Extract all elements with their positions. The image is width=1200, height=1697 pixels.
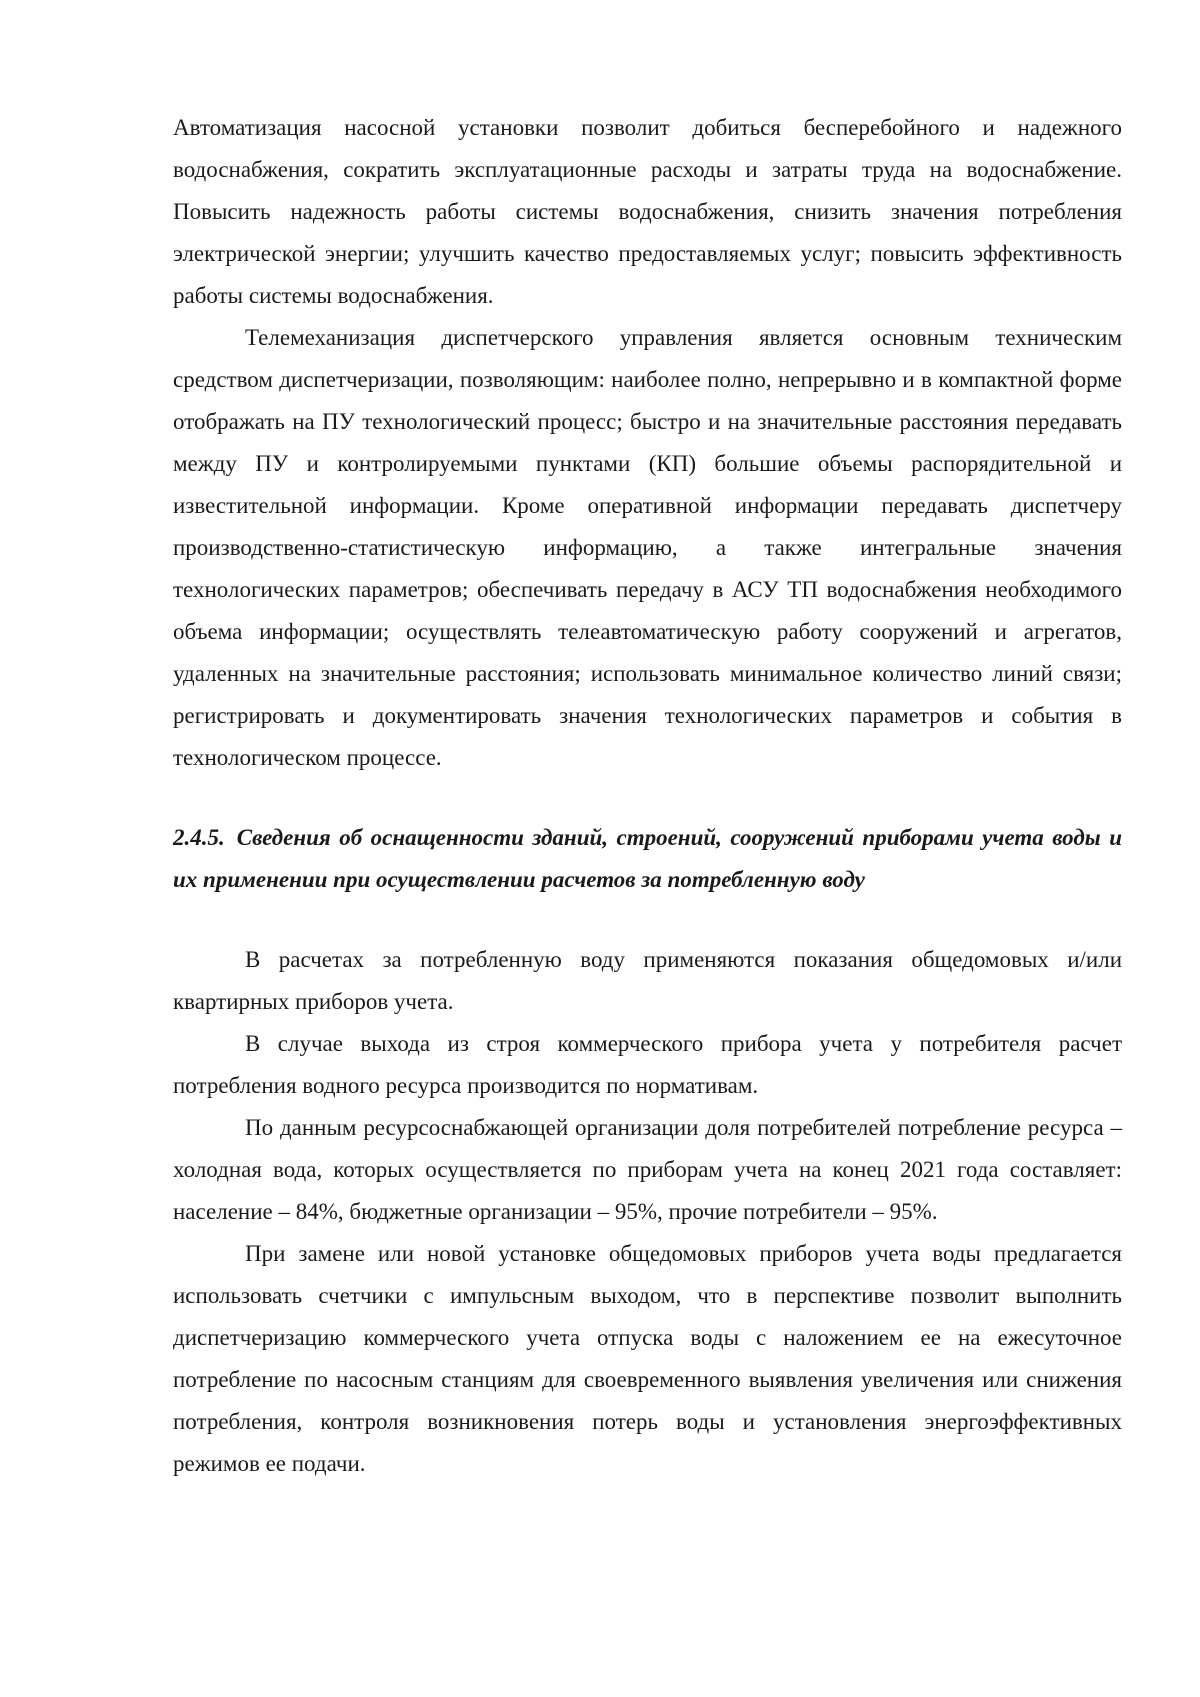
spacer — [173, 901, 1122, 939]
section-number: 2.4.5. — [173, 825, 225, 850]
paragraph-meter-replacement: При замене или новой установке общедомовых приборов учета воды предлагается использовать счетчики с импульсным выходом, что в перспективе позволит выполнить диспетчеризацию коммерческого учета отпуска воды с наложением ее на ежесуточное потребление по насосным станциям для своевременного выявления увеличения или снижения потребления, контроля возникновения потерь воды и установления энергоэффективных режимов ее подачи. — [173, 1241, 1122, 1476]
section-title: Сведения об оснащенности зданий, строений, сооружений приборами учета воды и их применении при осуществлении расчетов за потребленную воду — [173, 825, 1122, 892]
section-heading — [173, 817, 1122, 901]
document-page — [173, 107, 1122, 1485]
paragraph-telemechanization: Телемеханизация диспетчерского управления является основным техническим средством диспетчеризации, позволяющим: наиболее полно, непрерывно и в компактной форме отображать на ПУ технологический процесс; быстро и на значительные расстояния передавать между ПУ и контролируемыми пунктами (КП) большие объемы распорядительной и известительной информации. Кроме оперативной информации передавать диспетчеру производственно-статистическую информацию, а также интегральные значения технологических параметров; обеспечивать передачу в АСУ ТП водоснабжения необходимого объема информации; осуществлять телеавтоматическую работу сооружений и агрегатов, удаленных на значительные расстояния; использовать минимальное количество линий связи; регистрировать и документировать значения технологических параметров и события в технологическом процессе. — [173, 325, 1122, 770]
paragraph-metering-share: По данным ресурсоснабжающей организации доля потребителей потребление ресурса – холодная вода, которых осуществляется по приборам учета на конец 2021 года составляет: население – 84%, бюджетные организации – 95%, прочие потребители – 95%. — [173, 1115, 1122, 1224]
paragraph-automation: Автоматизация насосной установки позволит добиться бесперебойного и надежного водоснабжения, сократить эксплуатационные расходы и затраты труда на водоснабжение. Повысить надежность работы системы водоснабжения, снизить значения потребления электрической энергии; улучшить качество предоставляемых услуг; повысить эффективность работы системы водоснабжения. — [173, 115, 1122, 308]
paragraph-calculations: В расчетах за потребленную воду применяются показания общедомовых и/или квартирных приборов учета. — [173, 947, 1122, 1014]
paragraph-meter-failure: В случае выхода из строя коммерческого прибора учета у потребителя расчет потребления водного ресурса производится по нормативам. — [173, 1031, 1122, 1098]
